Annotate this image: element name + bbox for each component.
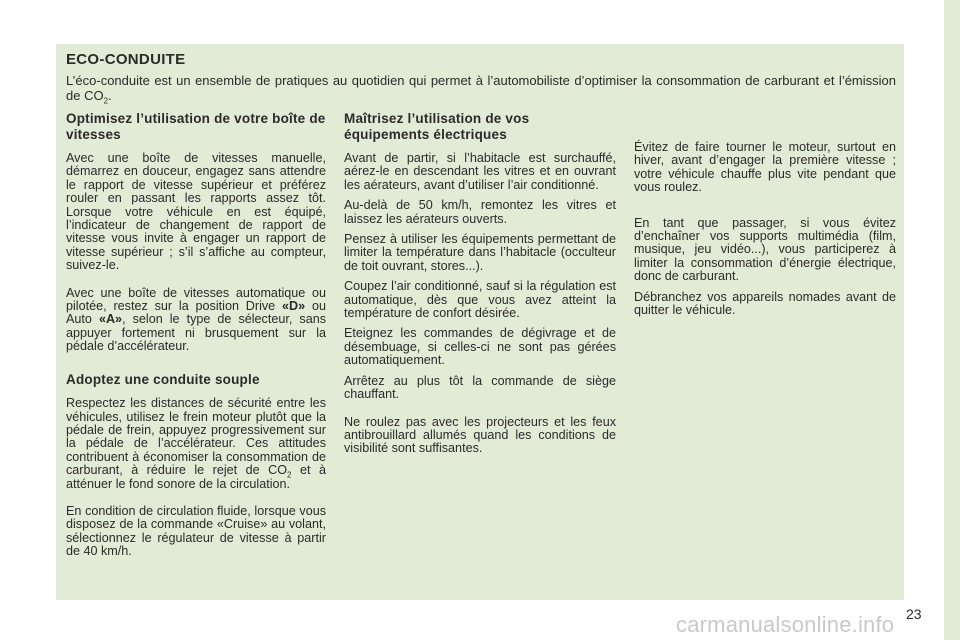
paragraph-engine-idle: Évitez de faire tourner le moteur, surtout en hiver, avant d’engager la première vitesse ; votre véhicule chauffe plus vite pendant que vous roulez. [634,140,896,195]
text-segment: ou Auto [66,299,326,327]
heading-gearbox: Optimisez l’utilisation de votre boîte de vitesses [66,111,326,142]
side-strip [944,0,960,640]
paragraph-defrost: Eteignez les commandes de dégivrage et de désembuage, si celles-ci ne sont pas gérées automatiquement. [344,326,616,368]
intro-paragraph [66,73,896,106]
text-segment: , selon le type de sélecteur, sans appuyer fortement ni brusquement sur la pédale d’accélérateur. [66,312,326,354]
paragraph-cruise-control: En condition de circulation fluide, lorsque vous disposez de la commande «Cruise» au volant, sélectionnez le régulateur de vitesse à partir de 40 km/h. [66,504,326,559]
paragraph-manual-gearbox: Avec une boîte de vitesses manuelle, démarrez en douceur, engagez sans attendre le rapport de vitesse supérieur et préférez rouler en passant les rapports assez tôt. Lorsque votre véhicule en est équipé, l’indicateur de changement de rapport de vitesse vous invite à engager un rapport de vitesse supérieur ; s’il s’affiche au compteur, suivez-le. [66,151,326,273]
co2-subscript: 2 [287,470,292,480]
paragraph-safety-distance [66,397,326,491]
auto-position-label: «A» [98,312,123,327]
column-2 [344,111,616,463]
paragraph-air-conditioning: Coupez l’air conditionné, sauf si la régulation est automatique, dès que vous avez atteint la température de confort désirée. [344,279,616,321]
page-title: ECO-CONDUITE [66,51,186,68]
paragraph-temperature-equipment: Pensez à utiliser les équipements permettant de limiter la température dans l’habitacle (occulteur de toit ouvrant, stores...). [344,232,616,273]
paragraph-headlights: Ne roulez pas avec les projecteurs et les feux antibrouillard allumés quand les conditions de visibilité sont suffisantes. [344,414,616,456]
intro-subscript: 2 [103,96,109,106]
heading-smooth-driving: Adoptez une conduite souple [66,371,260,387]
watermark: carmanualsonline.info [676,612,895,637]
text-segment: Avec une boîte de vitesses automatique ou pilotée, restez sur la position Drive [66,285,326,314]
column-1 [66,111,326,566]
text-segment: et à atténuer le fond sonore de la circulation. [66,463,326,491]
paragraph-unplug-devices: Débranchez vos appareils nomades avant de quitter le véhicule. [634,289,896,318]
intro-text: L’éco-conduite est un ensemble de pratiques au quotidien qui permet à l’automobiliste d’optimiser la consommation de carburant et l’émission de CO [66,73,896,103]
text-segment: Respectez les distances de sécurité entre les véhicules, utilisez le frein moteur plutôt que la pédale de frein, appuyez progressivement sur la pédale de l’accélérateur. Ces attitudes contribuent à économiser la consommation de carburant, à réduire le rejet de CO [66,396,326,478]
page-number: 23 [906,606,922,622]
paragraph-before-leaving: Avant de partir, si l’habitacle est surchauffé, aérez-le en descendant les vitres et en ouvrant les aérateurs, avant d’utiliser l’air conditionné. [344,151,616,192]
intro-end: . [108,88,112,103]
paragraph-multimedia: En tant que passager, si vous évitez d’enchaîner vos supports multimédia (film, musique, jeu vidéo...), vous participerez à limiter la consommation d’énergie électrique, donc de carburant. [634,215,896,284]
paragraph-automatic-gearbox [66,287,326,354]
paragraph-over-50kmh: Au-delà de 50 km/h, remontez les vitres et laissez les aérateurs ouverts. [344,198,616,226]
drive-position-label: «D» [282,299,306,314]
paragraph-heated-seat: Arrêtez au plus tôt la commande de siège chauffant. [344,373,616,402]
column-3 [634,141,896,324]
heading-electrical-equipment: Maîtrisez l’utilisation de vos équipements électriques [344,111,530,142]
